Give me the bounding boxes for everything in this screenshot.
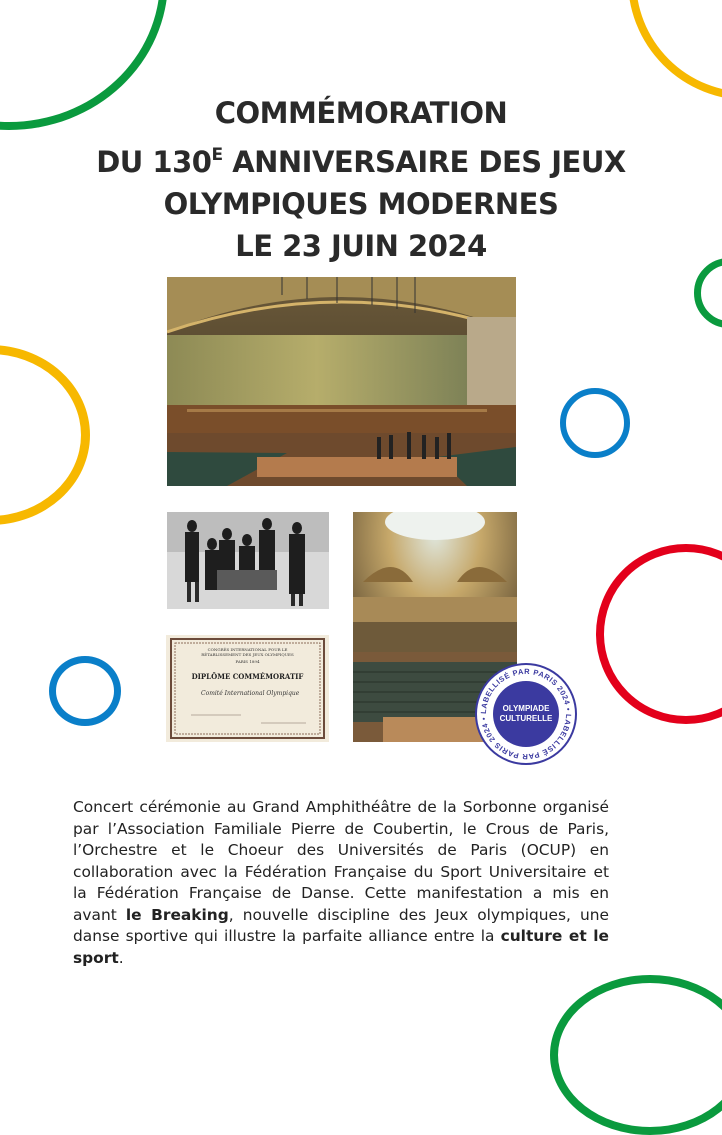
highlight-breaking: le Breaking (125, 905, 229, 924)
badge-center (493, 681, 559, 747)
title-line-2: DU $130^E$ ANNIVERSAIRE DES JEUX (96, 145, 626, 179)
body-paragraph: Concert cérémonie au Grand Amphithéâtre de la Sorbonne organisé par l’Association Familiale Pierre de Coubertin, le Crous de Paris, l’Orchestre et le Choeur des Universités de Paris (OCUP) en collaboration avec la Fédération Française du Sport Universitaire et la Fédération Française de Danse. Cette manifestation a mis en avant le Breaking, nouvelle discipline des Jeux olympiques, une danse sportive qui illustre la parfaite alliance entre la culture et le sport. (73, 798, 610, 967)
green-ring-right (694, 258, 722, 328)
green-ring-bottom (550, 975, 722, 1135)
highlight-culture-sport: culture et le sport (73, 927, 609, 967)
blue-ring-right (560, 388, 630, 458)
title-line-3: OLYMPIQUES MODERNES (163, 187, 559, 221)
page-title (40, 92, 682, 267)
diploma-name: Comité International Olympique (201, 690, 300, 697)
historic-group-photo (167, 512, 329, 609)
blue-ring-left (49, 656, 121, 726)
diploma-image (166, 635, 329, 742)
diploma-heading: DIPLÔME COMMÉMORATIF (191, 672, 304, 681)
red-ring-right (596, 544, 722, 724)
badge-line-2: CULTURELLE (499, 714, 553, 723)
diploma-city: PARIS 1894 (235, 659, 260, 664)
yellow-ring-left (0, 345, 90, 525)
olympiade-culturelle-badge (475, 663, 577, 765)
diploma-header: CONGRÈS INTERNATIONAL POUR LE RÉTABLISSEMENT DES JEUX OLYMPIQUES (201, 647, 294, 657)
svg-text:LABELLISÉ PAR PARIS 2024 • LAB: LABELLISÉ PAR PARIS 2024 • LABELLISÉ PAR PARIS 2024 • (478, 666, 574, 762)
title-line-1: COMMÉMORATION (214, 96, 508, 130)
title-line-4: LE 23 JUIN 2024 (235, 229, 487, 263)
yellow-ring-top-right (628, 0, 722, 100)
amphitheatre-photo (167, 277, 516, 486)
badge-line-1: OLYMPIADE (502, 704, 550, 713)
